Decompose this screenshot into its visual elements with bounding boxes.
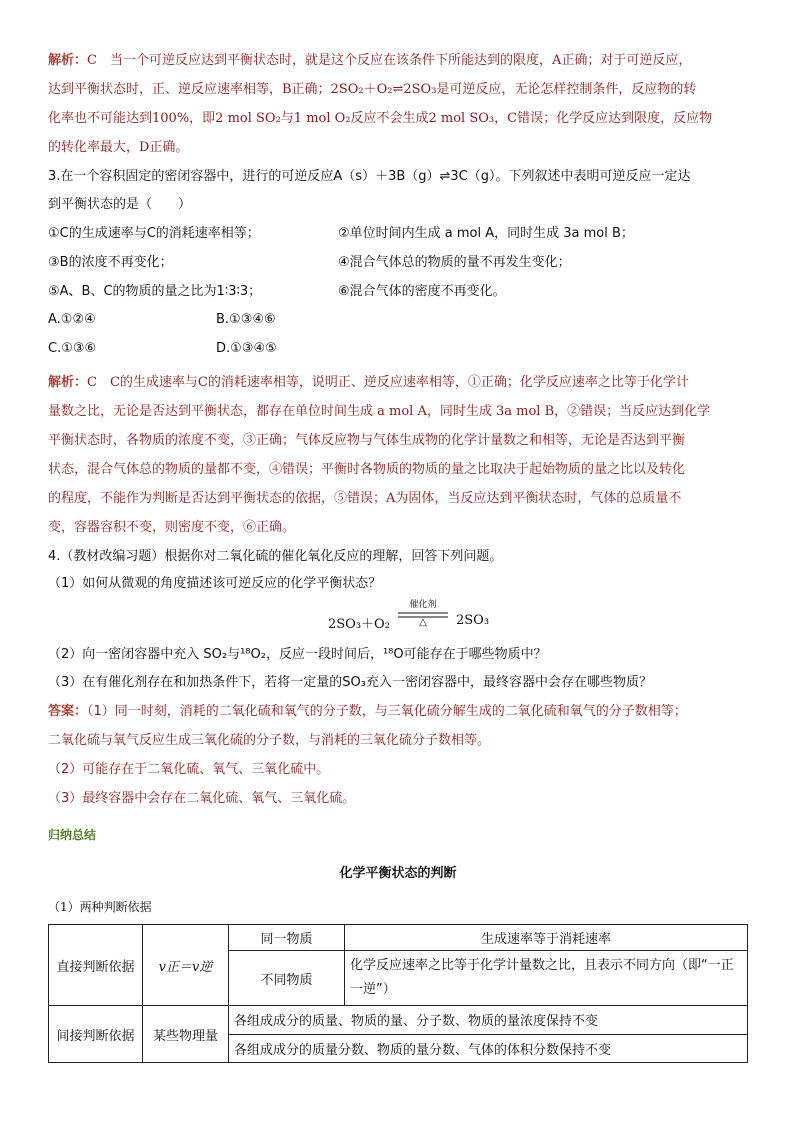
- summary-title: 化学平衡状态的判断: [339, 866, 457, 881]
- q3-option-1: ①C的生成速率与C的消耗速率相等；: [48, 226, 260, 241]
- answer4-line4: （3）最终容器中会存在二氧化硫、氧气、三氧化硫。: [48, 791, 356, 806]
- q3-choice-c: C.①③⑥: [48, 341, 97, 356]
- cell-diff-substance: 不同物质: [229, 951, 345, 1006]
- cell-some-quantity: 某些物理量: [143, 1006, 229, 1063]
- cell-indirect: 间接判断依据: [49, 1006, 143, 1063]
- q3-stem-line1: 3.在一个容积固定的密闭容器中，进行的可逆反应A（s）＋3B（g）⇌3C（g）。下列叙述中表明可逆反应一定达: [48, 169, 691, 184]
- equation-right: 2SO₃: [456, 613, 490, 628]
- analysis-text: C C的生成速率与C的消耗速率相等，说明正、逆反应速率相等，①正确；化学反应速率之比等于化学计: [87, 375, 689, 390]
- cell-same-substance: 同一物质: [229, 925, 345, 951]
- answer4-line3: （2）可能存在于二氧化硫、氧气、三氧化硫中。: [48, 762, 330, 777]
- summary-subheading: （1）两种判断依据: [48, 900, 152, 914]
- q4-stem: [48, 548, 502, 566]
- cell-indirect-2: 各组成成分的质量分数、物质的量分数、气体的体积分数保持不变: [229, 1034, 748, 1063]
- answer4-line1: [48, 703, 687, 721]
- analysis1-line4: 的转化率最大，D正确。: [48, 140, 189, 155]
- q4-part3: （3）在有催化剂存在和加热条件下，若将一定量的SO₃充入一密闭容器中，最终容器中会存在哪些物质？: [48, 675, 652, 690]
- answer-label: 答案：: [48, 704, 88, 719]
- analysis-label: 解析：: [48, 375, 88, 390]
- q3-choice-a: A.①②④: [48, 312, 96, 327]
- q4-part1: （1）如何从微观的角度描述该可逆反应的化学平衡状态？: [48, 576, 382, 591]
- cell-same-desc: 生成速率等于消耗速率: [345, 925, 748, 951]
- table-row: [49, 925, 748, 951]
- summary-heading: 归纳总结: [48, 828, 97, 842]
- cell-v-equal: v正＝v逆: [143, 925, 229, 1006]
- analysis3-line2: 量数之比，无论是否达到平衡状态，都存在单位时间生成 a mol A，同时生成 3a mol B，②错误；当反应达到化学: [48, 404, 711, 419]
- answer4-line2: 二氧化硫与氧气反应生成三氧化硫的分子数，与消耗的三氧化硫分子数相等。: [48, 733, 491, 748]
- q3-option-3: ③B的浓度不再变化；: [48, 255, 173, 270]
- cell-diff-desc: 化学反应速率之比等于化学计量数之比，且表示不同方向（即“一正一逆”）: [345, 951, 748, 1006]
- analysis1-line3: 化率也不可能达到100%，即2 mol SO₂与1 mol O₂反应不会生成2 mol SO₃，C错误；化学反应达到限度，反应物: [48, 111, 713, 126]
- q3-option-5: ⑤A、B、C的物质的量之比为1∶3∶3；: [48, 284, 262, 299]
- analysis3-line4: 状态，混合气体总的物质的量都不变，④错误；平衡时各物质的物质的量之比取决于起始物质的量之比以及转化: [48, 462, 686, 477]
- answer-text: （1）同一时刻，消耗的二氧化硫和氧气的分子数，与三氧化硫分解生成的二氧化硫和氧气的分子数相等；: [87, 704, 687, 719]
- equation-catalyst: 催化剂: [409, 600, 437, 610]
- cell-direct: 直接判断依据: [49, 925, 143, 1006]
- equation-left: 2SO₃＋O₂: [328, 617, 390, 632]
- equation-heat: △: [419, 617, 427, 628]
- analysis3-line1: [48, 374, 689, 392]
- q3-choice-b: B.①③④⑥: [216, 312, 276, 327]
- analysis-label: 解析：: [48, 53, 88, 68]
- analysis3-line6: 变，容器容积不变，则密度不变，⑥正确。: [48, 520, 296, 535]
- analysis3-line5: 的程度，不能作为判断是否达到平衡状态的依据，⑤错误；A为固体，当反应达到平衡状态时，气体的总质量不: [48, 491, 682, 506]
- analysis-text: C 当一个可逆反应达到平衡状态时，就是这个反应在该条件下所能达到的限度，A正确；对于可逆反应，: [87, 53, 692, 68]
- analysis3-line3: 平衡状态时，各物质的浓度不变，③正确；气体反应物与气体生成物的化学计量数之和相等，无论是否达到平衡: [48, 433, 686, 448]
- q3-option-2: ②单位时间内生成 a mol A，同时生成 3a mol B；: [338, 226, 634, 241]
- q4-part2: （2）向一密闭容器中充入 SO₂与¹⁸O₂，反应一段时间后，¹⁸O可能存在于哪些物质中？: [48, 647, 547, 662]
- q3-stem-line2: 到平衡状态的是（ ）: [48, 197, 192, 212]
- table-row: [49, 1006, 748, 1035]
- judgement-table: [48, 924, 748, 1063]
- q4-tag: 4.（教材改编习题）: [48, 549, 165, 564]
- analysis1-line2: 达到平衡状态时，正、逆反应速率相等，B正确；2SO₂＋O₂⇌2SO₃是可逆反应，无论怎样控制条件，反应物的转: [48, 82, 697, 97]
- q3-choice-d: D.①③④⑤: [216, 341, 277, 356]
- analysis1-line1: [48, 52, 691, 70]
- q3-option-6: ⑥混合气体的密度不再变化。: [338, 284, 506, 299]
- q3-option-4: ④混合气体总的物质的量不再发生变化；: [338, 255, 571, 270]
- cell-indirect-1: 各组成成分的质量、物质的量、分子数、物质的量浓度保持不变: [229, 1006, 748, 1035]
- q4-stem-text: 根据你对二氧化硫的催化氧化反应的理解，回答下列问题。: [164, 549, 503, 564]
